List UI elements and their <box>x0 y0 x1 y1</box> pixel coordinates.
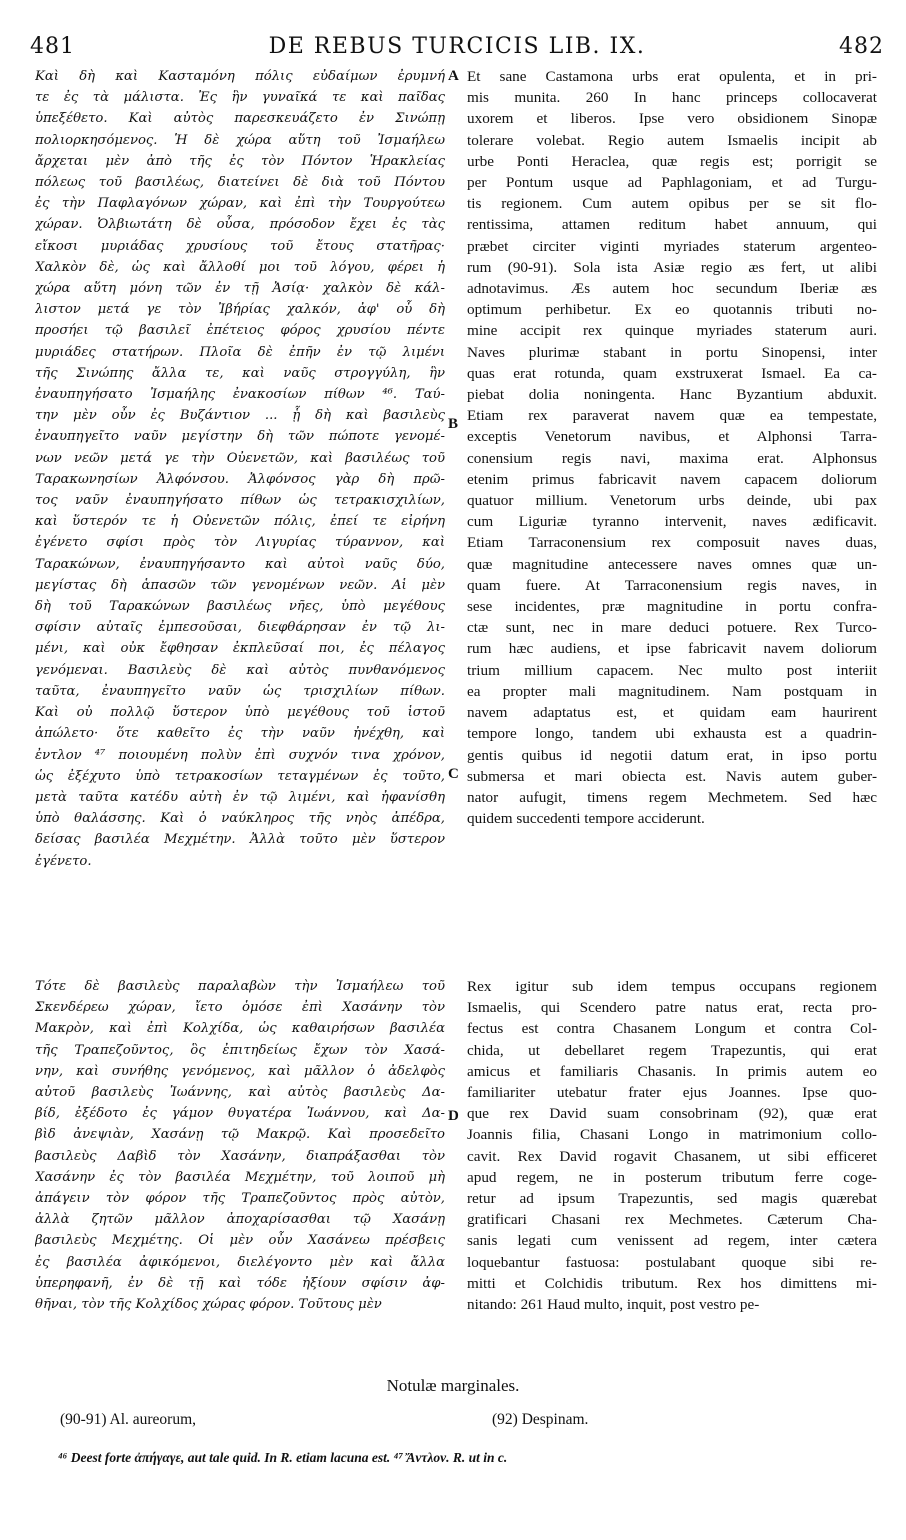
latin-text-line: piebat dolia noningenta. Hanc Byzantium abduxit. <box>467 386 877 404</box>
latin-text-line: rentissima, attamen reditum habet annuum, qui <box>467 216 877 234</box>
latin-text-line: loquebantur fastuosa: postulabant quoque sibi re- <box>467 1253 877 1271</box>
latin-text-line: Etiam Tarraconensium rex composuit naves duas, <box>467 534 877 552</box>
marginal-notes-title: Notulæ marginales. <box>386 1376 520 1395</box>
greek-text-line: ἐναυπηγήσατο Ἰσμαήλης ἐνακοσίων πίθων ⁴⁶. Ταύ- <box>35 387 445 403</box>
latin-text-line: sanis legati cum venissent ad regem, inter cætera <box>467 1232 877 1250</box>
marginal-note-90-91: (90-91) Al. aureorum, <box>60 1411 197 1428</box>
greek-text-line: βίδ, ἐξέδοτο ἐς γάμον θυγατέρα Ἰωάννου, καὶ Δα- <box>35 1106 445 1122</box>
running-title: DE REBUS TURCICIS LIB. IX. <box>268 34 646 59</box>
margin-letter-a: A <box>448 68 459 84</box>
margin-letter-c: C <box>448 766 459 782</box>
greek-text-line: ἀλλὰ ζητῶν μᾶλλον ἀποχαρίσασθαι τῷ Χασάνῃ <box>35 1212 445 1228</box>
latin-text-line: apud regem, ne in posterum tributum ferre coge- <box>467 1168 877 1186</box>
page-header <box>30 34 884 64</box>
latin-text-line: Et sane Castamona urbs erat opulenta, et in pri- <box>467 68 877 85</box>
greek-text-line: ἀπάγειν τὸν φόρον τῆς Τραπεζοῦντος πρὸς αὐτὸν, <box>35 1191 445 1207</box>
latin-text-line: conensium regis navi, maxima erat. Alphonsus <box>467 449 877 467</box>
greek-text-line: χώραν. Ὀλβιωτάτη δὲ οὖσα, πρόσοδον ἔχει ἐς τὰς <box>35 217 445 233</box>
latin-text-line: retur ad ipsum Trapezuntis, sed magis quærebat <box>467 1190 877 1208</box>
greek-text-line: Ταρακώνων, ἐναυπηγήσαντο καὶ αὐτοὶ ναῦς δύο, <box>35 556 445 572</box>
greek-text-line: την μὲν οὖν ἐς Βυζάντιον ... ᾗ δὴ καὶ βασιλεὺς <box>35 408 445 424</box>
greek-text-line: ὑπὸ θαλάσσης. Καὶ ὁ ναύκληρος τῆς νηὸς ἀπέδρα, <box>35 811 445 827</box>
latin-text-line: optimum perhibetur. Ex eo quotannis tributi no- <box>467 301 877 319</box>
greek-text-line: νων νεῶν μετά γε τὴν Οὐενετῶν, καὶ βασιλέως τοῦ <box>35 450 445 466</box>
latin-text-line: urbe Ponti Heraclea, quæ regis est; porrigit se <box>467 152 877 170</box>
greek-text-line: εἴκοσι μυριάδας χρυσίους τοῦ ἔτους στατῆρας· <box>35 238 445 254</box>
latin-text-line: nitando: 261 Haud multo, inquit, post vestro pe- <box>467 1296 760 1314</box>
greek-text-line: Μακρὸν, καὶ ἐπὶ Κολχίδα, ὡς καθαιρήσων βασιλέα <box>35 1021 445 1037</box>
latin-text-line: quidem succedenti tempore acciderunt. <box>467 810 705 828</box>
greek-column-bottom <box>35 976 445 1315</box>
latin-column-top <box>467 66 877 829</box>
latin-text-line: amicus et familiaris Chasanis. In primis autem eo <box>467 1062 877 1080</box>
greek-text-line: πόλεως τοῦ βασιλέως, διατείνει δὲ διὰ τοῦ Πόντου <box>35 175 445 191</box>
greek-text-line: γενόμεναι. Βασιλεὺς δὲ καὶ αὐτὸς πυνθανόμενος <box>35 662 445 678</box>
greek-column-top <box>35 66 445 872</box>
latin-text-line: rum hæc audiens, et ipse fabricavit navem doliorum <box>467 640 877 658</box>
latin-text-line: præbet circiter viginti myriades staterum argenteo- <box>467 237 877 255</box>
greek-text-line: προσήει τῷ βασιλεῖ ἐπέτειος φόρος χρυσίου πέντε <box>35 323 445 339</box>
latin-text-line: per Pontum usque ad Paphlagoniam, et ad Turgu- <box>467 174 877 192</box>
latin-text-line: nator aufugit, timens regem Mechmetem. Sed hæc <box>467 788 877 806</box>
latin-text-line: submersa et mari obiecta est. Navis autem guber- <box>467 767 877 785</box>
latin-text-line: cavit. Rex David rogavit Chasanem, ut sibi efficeret <box>467 1147 877 1165</box>
greek-text-line: ὑπερηφανῆ, ἐν δὲ τῇ καὶ τόδε ἠξίουν σφίσιν ἀφ- <box>35 1275 445 1291</box>
greek-text-line: μένι, καὶ οὐκ ἔφθησαν ἐκπλεῦσαί ποι, ἐς πέλαγος <box>35 641 445 657</box>
greek-text-line: χώρα αὕτη μόνη τῶν ἐν τῇ Ἀσίᾳ· χαλκὸν δὲ κάλ- <box>35 281 445 297</box>
greek-text-line: βὶδ ἀνεψιὰν, Χασάνῃ τῷ Μακρῷ. Καὶ προσεδεῖτο <box>35 1127 445 1143</box>
latin-column-bottom <box>467 976 877 1315</box>
latin-text-line: navem adaptatus est, et quidam eam haurirent <box>467 704 877 722</box>
page-number-left: 481 <box>30 34 75 59</box>
greek-text-line: ταῦτα, ἐναυπηγεῖτο ναῦν ὡς τρισχιλίων πίθων. <box>35 683 445 699</box>
greek-text-line: Καὶ δὴ καὶ Κασταμόνη πόλις εὐδαίμων ἐρυμνή <box>35 69 445 84</box>
latin-text-line: ctæ sunt, nec in mare deduci potuere. Rex Turco- <box>467 619 877 637</box>
greek-text-line: ἄρχεται μὲν ἀπὸ τῆς ἐς τὸν Πόντον Ἡρακλείας <box>35 153 445 169</box>
greek-text-line: ὑπεξέθετο. Καὶ αὐτὸς παρεσκευάζετο ἐν Σινώπῃ <box>35 111 445 127</box>
greek-text-line: ἐντλον ⁴⁷ ποιουμένη πολὺν ἐπὶ συχνόν τινα χρόνον, <box>35 747 445 763</box>
greek-text-line: Χαλκὸν δὲ, ὡς καὶ ἄλλοθί μοι τοῦ λόγου, φέρει ἡ <box>35 259 445 275</box>
greek-text-line: πολιορκησόμενος. Ἡ δὲ χώρα αὕτη τοῦ Ἰσμαήλεω <box>35 132 445 148</box>
latin-text-line: Joannis filia, Chasani Longo in matrimonium collo- <box>467 1126 877 1144</box>
greek-text-line: ἐς βασιλέα ἀφικόμενοι, διελέγοντο μὲν καὶ ἄλλα <box>35 1254 445 1270</box>
greek-text-line: ἐγένετο σφίσι πρὸς τὸν Λιγυρίας τύραννον, καὶ <box>35 535 445 551</box>
footnote-line: ⁴⁶ Deest forte ἀπήγαγε, aut tale quid. In R. etiam lacuna est. ⁴⁷ Ἄντλον. R. ut in c. <box>58 1450 508 1465</box>
latin-text-line: fectus est contra Chasanem Longum et contra Col- <box>467 1020 877 1038</box>
latin-text-line: mitti et Colchidis tributum. Rex hos dimittens mi- <box>467 1274 877 1292</box>
greek-text-line: αὐτοῦ βασιλεὺς Ἰωάννης, καὶ αὐτὸς βασιλεὺς Δα- <box>35 1085 445 1101</box>
greek-text-line: τῆς Σινώπης ἄλλα τε, καὶ ναῦς στρογγύλη, ἣν <box>35 365 445 381</box>
latin-text-line: quas erat rotunda, quam exstruxerat Ismael. Ea ca- <box>467 364 877 382</box>
greek-text-line: μεγίστας δὴ ἁπασῶν τῶν γενομένων νεῶν. Αἱ μὲν <box>35 577 445 593</box>
greek-text-line: τος ναῦν ἐναυπηγήσατο πίθων ὡς τετρακισχιλίων, <box>35 493 445 509</box>
latin-text-line: gratificari Chasani rex Mechmetes. Cæterum Cha- <box>467 1211 877 1229</box>
greek-text-line: καὶ ὕστερόν τε ἡ Οὐενετῶν πόλις, ἐπεί τε εἰρήνη <box>35 514 445 530</box>
greek-text-line: ὡς ἐξέχυτο ὑπὸ τετρακοσίων τεταγμένων ἐς τοῦτο, <box>35 768 445 784</box>
latin-text-line: etenim primus fabricavit navem capacem doliorum <box>467 470 877 488</box>
latin-text-line: exceptis Venetorum navibus, et Alphonsi Tarra- <box>467 428 877 446</box>
latin-text-line: Rex igitur sub idem tempus occupans regionem <box>467 978 877 995</box>
marginal-note-92: (92) Despinam. <box>492 1411 589 1428</box>
latin-text-line: quam fuere. At Tarraconensium regis naves, in <box>467 576 877 594</box>
greek-text-line: Καὶ οὐ πολλῷ ὕστερον ὑπὸ μεγέθους τοῦ ἱστοῦ <box>35 705 445 721</box>
greek-text-line: Τότε δὲ βασιλεὺς παραλαβὼν τὴν Ἰσμαήλεω τοῦ <box>35 979 445 994</box>
latin-text-line: trium millium capacem. Nec multo post interiit <box>467 661 877 679</box>
greek-text-line: ἐγένετο. <box>35 853 92 869</box>
greek-text-line: Χασάνην ἐς τὸν βασιλέα Μεχμέτην, τοῦ λοιποῦ μὴ <box>35 1169 445 1185</box>
greek-text-line: μετὰ ταῦτα κατέδυ αὐτὴ ἐν τῷ λιμένι, καὶ ἠφανίσθη <box>35 789 445 805</box>
greek-text-line: λιστον μετά γε τὸν Ἰβήρίας χαλκόν, ἀφ' οὗ δὴ <box>35 302 445 318</box>
greek-text-line: Σκενδέρεω χώραν, ἴετο ὁμόσε ἐπὶ Χασάνην τὸν <box>35 1000 445 1016</box>
margin-letter-d: D <box>448 1108 459 1124</box>
latin-text-line: quatuor millium. Venetorum urbs deinde, ubi pax <box>467 492 877 510</box>
page-number-right: 482 <box>839 34 884 59</box>
greek-text-line: σφίσιν αὐταῖς ἐμπεσοῦσαι, διεφθάρησαν ἐν τῷ λι- <box>35 620 445 636</box>
greek-text-line: ἐς τὴν Παφλαγόνων χώραν, καὶ ἐπὶ τὴν Τουργούτεω <box>35 196 445 212</box>
latin-text-line: chida, ut debellaret regem Trapezuntis, qui erat <box>467 1041 877 1059</box>
latin-text-line: adnotavimus. Æs autem hoc secundum Iberiæ æs <box>467 280 877 298</box>
latin-text-line: mis munita. 260 In hanc princeps collocaverat <box>467 89 877 107</box>
greek-text-line: μυριάδες στατήρων. Πλοῖα δὲ ἐπῆν ἐν τῷ λιμένι <box>35 344 445 360</box>
greek-text-line: βασιλεὺς Δαβὶδ τὸν Χασάνην, διαπράξασθαι τὸν <box>35 1148 445 1164</box>
latin-text-line: Etiam rex paraverat navem quæ ea tempestate, <box>467 407 877 425</box>
greek-text-line: Ταρακωνησίων Ἀλφόνσου. Ἀλφόνσος γὰρ δὴ πρῶ- <box>35 471 445 487</box>
greek-text-line: δείσας βασιλέα Μεχμέτην. Ἀλλὰ τοῦτο μὲν ὕστερον <box>35 832 445 848</box>
latin-text-line: sese incidentes, præ magnitudine in portu confra- <box>467 598 877 616</box>
latin-text-line: Naves plurimæ stabant in portu Sinopensi, inter <box>467 343 877 361</box>
latin-text-line: familiariter utebatur frater ejus Joannes. Ipse quo- <box>467 1084 877 1102</box>
greek-text-line: τῆς Τραπεζοῦντος, ὃς ἐπιτηδείως ἔχων τὸν Χασά- <box>35 1042 445 1058</box>
latin-text-line: que rex David suam consobrinam (92), quæ erat <box>467 1105 877 1123</box>
greek-text-line: δὴ τοῦ Ταρακώνων βασιλέως νῆες, ὑπὸ μεγέθους <box>35 599 445 615</box>
latin-text-line: rum (90-91). Sola ista Asiæ regio æs fert, ut alibi <box>467 258 877 276</box>
latin-text-line: Ismaelis, qui Scendero patre natus erat, recta pro- <box>467 999 877 1017</box>
latin-text-line: ea propter mali magnitudinem. Nam postquam in <box>467 682 877 700</box>
latin-text-line: tis regionem. Cum autem opibus per se sit flo- <box>467 195 877 213</box>
latin-text-line: quæ magnitudine antecessere naves omnes quæ un- <box>467 555 877 573</box>
greek-text-line: νην, καὶ συνήθης γενόμενος, καὶ μᾶλλον ὁ ἀδελφὸς <box>35 1063 445 1079</box>
latin-text-line: tempore longo, tandem ubi exhausta est a quadrin- <box>467 725 877 743</box>
latin-text-line: mine accipit rex quinque myriades staterum auri. <box>467 322 877 340</box>
greek-text-line: ἐναυπηγεῖτο ναῦν μεγίστην δὴ τῶν πώποτε γενομέ- <box>35 429 445 445</box>
margin-letter-b: B <box>448 416 459 432</box>
latin-text-line: uxorem et liberos. Ipse vero obsidionem Sinopæ <box>467 110 877 128</box>
latin-text-line: tolerare volebat. Regio autem Ismaelis incipit ab <box>467 131 877 149</box>
greek-text-line: θῆναι, τὸν τῆς Κολχίδος χώρας φόρον. Τοῦτους μὲν <box>35 1297 382 1313</box>
greek-text-line: βασιλεὺς Μεχμέτης. Οἱ μὲν οὖν Χασάνεω πρέσβεις <box>35 1233 445 1249</box>
greek-text-line: ἀπώλετο· ὅτε καθεῖτο ἐς τὴν ναῦν ἠνέχθη, καὶ <box>35 726 445 742</box>
latin-text-line: gentis quibus id negotii datum erat, in ipso portu <box>467 746 877 764</box>
greek-text-line: τε ἐς τὰ μάλιστα. Ἐς ἣν γυναῖκά τε καὶ παῖδας <box>35 90 445 106</box>
latin-text-line: cum Liguriæ tyranno intervenit, naves ædificavit. <box>467 513 877 531</box>
